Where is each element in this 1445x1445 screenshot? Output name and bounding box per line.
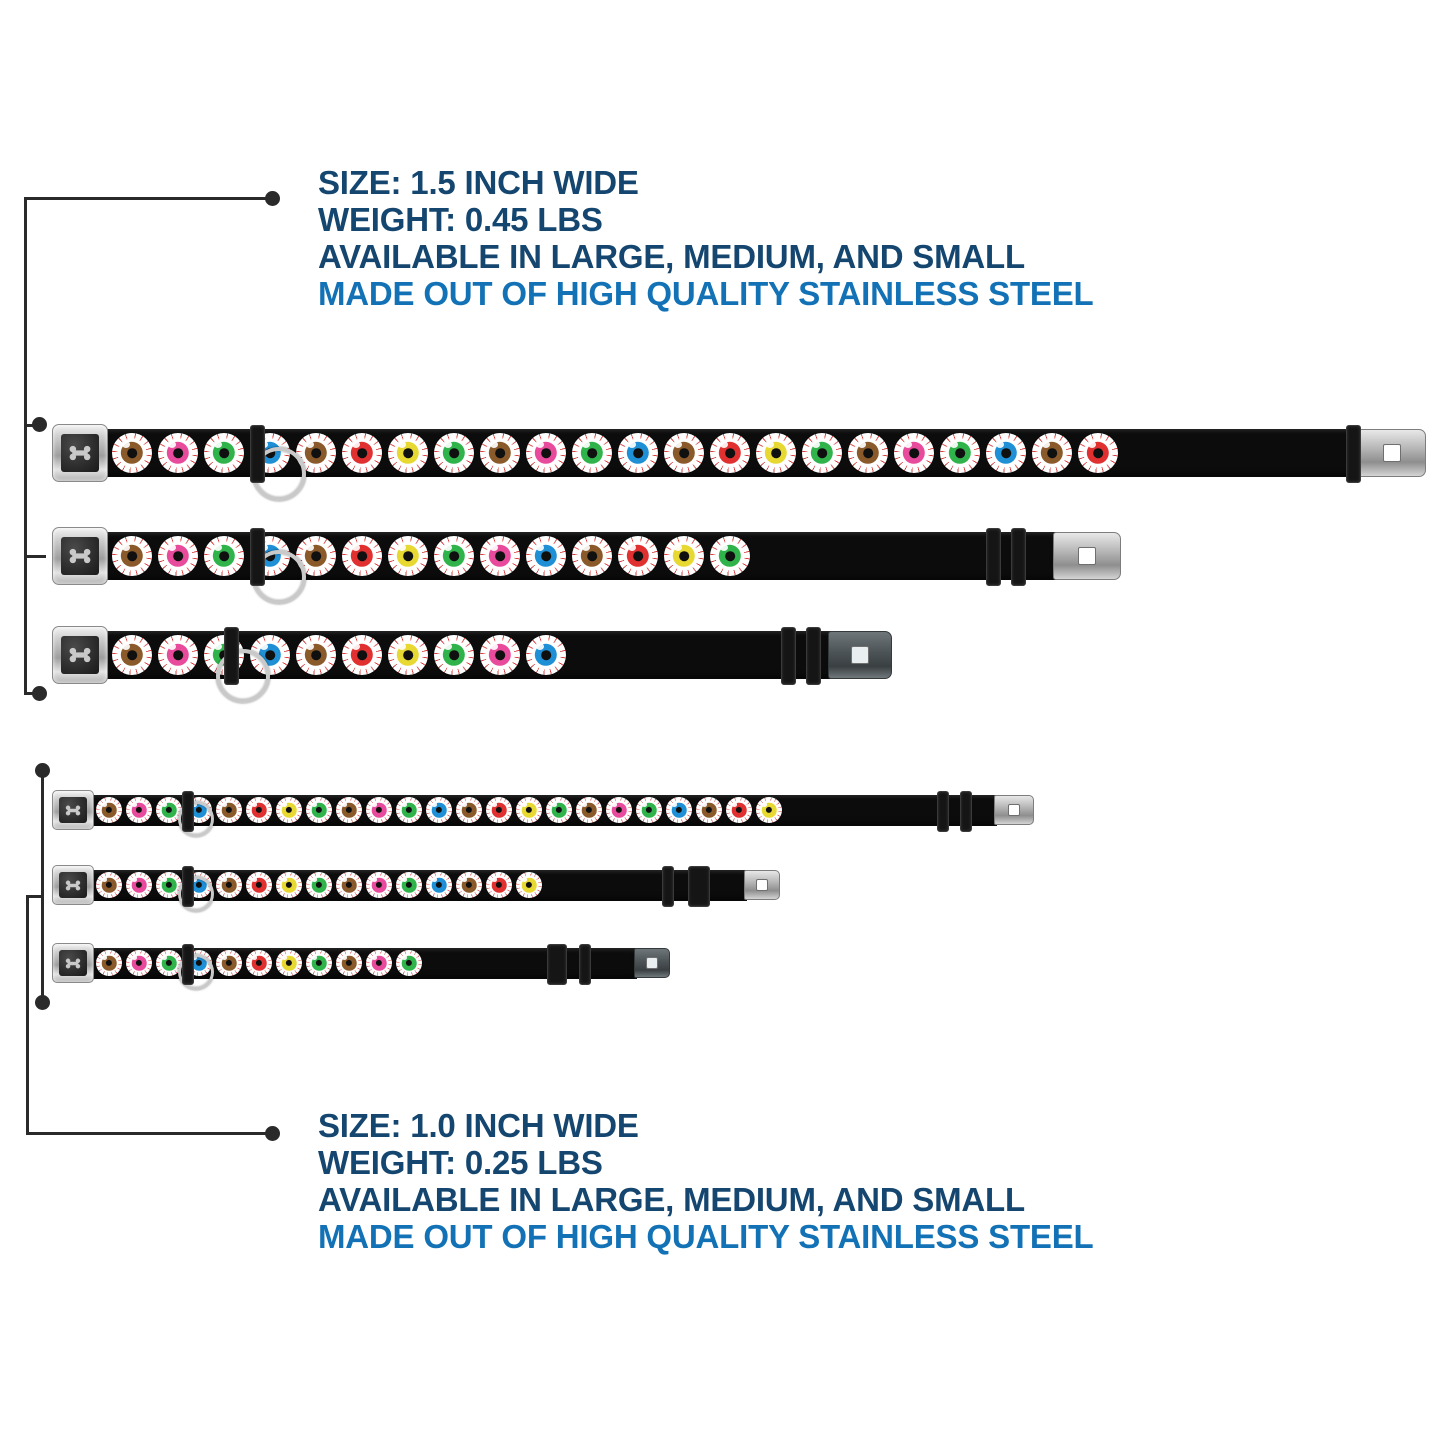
leader-dot-narrow-callout [265,1126,280,1141]
leader-tick-wide-mid [24,555,46,558]
collar-narrow-small[interactable] [52,944,677,982]
dog-bone-icon [59,797,87,823]
strap-keeper-loop[interactable] [579,944,591,985]
eyeball-icon [396,950,422,976]
eyeball-icon [276,872,302,898]
strap-keeper-loop[interactable] [182,791,194,832]
leader-line-narrow-horizontal [26,1132,272,1135]
collar-strap[interactable] [92,795,997,826]
eyeball-icon [96,797,122,823]
leader-line-wide-vertical [24,197,27,558]
eyeball-pattern-narrow-medium [92,870,542,901]
eyeball-icon [216,872,242,898]
collar-strap[interactable] [106,631,831,679]
eyeball-icon [480,433,520,473]
seatbelt-buckle[interactable] [52,626,108,684]
eyeball-icon [246,950,272,976]
eyeball-icon [710,536,750,576]
eyeball-icon [576,797,602,823]
eyeball-icon [486,872,512,898]
eyeball-icon [618,433,658,473]
dog-bone-icon [61,434,99,472]
eyeball-icon [434,635,474,675]
strap-keeper-loop[interactable] [1011,528,1026,586]
eyeball-icon [216,950,242,976]
eyeball-icon [636,797,662,823]
dog-bone-icon [61,537,99,575]
strap-metal-tip[interactable] [994,795,1034,825]
collar-wide-medium[interactable] [52,528,1127,584]
spec-size-wide: SIZE: 1.5 INCH WIDE [318,164,639,201]
eyeball-icon [204,536,244,576]
strap-metal-tip[interactable] [744,870,780,900]
strap-keeper-loop[interactable] [182,866,194,907]
tip-slot [756,879,768,891]
strap-keeper-loop[interactable] [1346,425,1361,483]
eyeball-icon [306,950,332,976]
strap-keeper-loop[interactable] [937,791,949,832]
eyeball-icon [802,433,842,473]
strap-metal-tip[interactable] [1053,532,1121,580]
eyeball-icon [618,536,658,576]
eyeball-icon [572,433,612,473]
spec-material-wide: MADE OUT OF HIGH QUALITY STAINLESS STEEL [318,274,1094,312]
strap-metal-tip[interactable] [1358,429,1426,477]
eyeball-icon [336,797,362,823]
eyeball-icon [572,536,612,576]
eyeball-icon [710,433,750,473]
strap-slider-buckle[interactable] [547,944,567,985]
spec-weight-narrow: WEIGHT: 0.25 LBS [318,1143,603,1181]
eyeball-icon [388,635,428,675]
eyeball-icon [112,536,152,576]
strap-metal-tip[interactable] [828,631,892,679]
eyeball-icon [342,635,382,675]
eyeball-icon [664,536,704,576]
eyeball-icon [246,872,272,898]
leader-line-narrow-vertical [41,769,44,1001]
leader-line-wide-horizontal [24,197,272,200]
eyeball-icon [112,635,152,675]
eyeball-icon [664,433,704,473]
tip-slot [1078,547,1096,565]
dog-bone-icon [59,950,87,976]
eyeball-icon [434,433,474,473]
leader-dot-wide-top [32,417,47,432]
leader-line-narrow-vertical-2 [26,895,29,1135]
eyeball-icon [480,536,520,576]
eyeball-pattern-wide-medium [106,532,750,580]
eyeball-icon [336,950,362,976]
strap-slider-buckle[interactable] [688,866,710,907]
spec-size-narrow: SIZE: 1.0 INCH WIDE [318,1107,639,1144]
eyeball-icon [756,433,796,473]
eyeball-icon [456,872,482,898]
strap-keeper-loop[interactable] [182,944,194,985]
eyeball-icon [306,797,332,823]
strap-keeper-loop[interactable] [662,866,674,907]
tip-slot [1383,444,1401,462]
collar-strap[interactable] [106,532,1056,580]
seatbelt-buckle[interactable] [52,527,108,585]
collar-narrow-large[interactable] [52,791,1042,829]
eyeball-icon [126,797,152,823]
tip-slot [1008,804,1020,816]
eyeball-icon [456,797,482,823]
eyeball-icon [1032,433,1072,473]
eyeball-icon [526,433,566,473]
eyeball-icon [216,797,242,823]
eyeball-pattern-narrow-small [92,948,422,979]
leader-line-wide-vertical-2 [24,555,27,695]
spec-weight-wide: WEIGHT: 0.45 LBS [318,200,603,238]
eyeball-icon [666,797,692,823]
eyeball-icon [246,797,272,823]
spec-availability-wide: AVAILABLE IN LARGE, MEDIUM, AND SMALL [318,237,1025,275]
spec-material-narrow: MADE OUT OF HIGH QUALITY STAINLESS STEEL [318,1217,1094,1255]
eyeball-icon [126,872,152,898]
strap-keeper-loop[interactable] [986,528,1001,586]
eyeball-icon [158,536,198,576]
strap-keeper-loop[interactable] [250,425,265,483]
eyeball-icon [342,433,382,473]
leader-dot-narrow-bottom [35,995,50,1010]
eyeball-icon [366,797,392,823]
eyeball-icon [158,635,198,675]
eyeball-icon [388,433,428,473]
eyeball-icon [366,872,392,898]
collar-strap[interactable] [92,948,637,979]
leader-dot-wide-bottom [32,686,47,701]
eyeball-icon [986,433,1026,473]
eyeball-icon [426,872,452,898]
eyeball-icon [696,797,722,823]
eyeball-icon [112,433,152,473]
strap-keeper-loop[interactable] [781,627,796,685]
eyeball-icon [96,950,122,976]
eyeball-pattern-wide-small [106,631,566,679]
spec-block-wide [318,165,1093,313]
eyeball-icon [546,797,572,823]
eyeball-icon [276,950,302,976]
eyeball-icon [306,872,332,898]
seatbelt-buckle[interactable] [52,943,94,983]
eyeball-icon [204,433,244,473]
collar-strap[interactable] [92,870,747,901]
seatbelt-buckle[interactable] [52,790,94,830]
eyeball-icon [276,797,302,823]
eyeball-icon [526,536,566,576]
collar-narrow-medium[interactable] [52,866,792,904]
collar-strap[interactable] [106,429,1361,477]
eyeball-icon [516,872,542,898]
eyeball-icon [434,536,474,576]
spec-availability-narrow: AVAILABLE IN LARGE, MEDIUM, AND SMALL [318,1180,1025,1218]
eyeball-icon [158,433,198,473]
eyeball-icon [126,950,152,976]
eyeball-icon [366,950,392,976]
eyeball-icon [388,536,428,576]
eyeball-icon [396,872,422,898]
tip-slot [646,957,658,969]
seatbelt-buckle[interactable] [52,424,108,482]
eyeball-icon [1078,433,1118,473]
seatbelt-buckle[interactable] [52,865,94,905]
eyeball-icon [726,797,752,823]
eyeball-icon [516,797,542,823]
eyeball-icon [396,797,422,823]
eyeball-icon [606,797,632,823]
eyeball-icon [342,536,382,576]
dog-bone-icon [59,872,87,898]
tip-slot [851,646,869,664]
eyeball-icon [296,635,336,675]
dog-bone-icon [61,636,99,674]
collar-wide-small[interactable] [52,627,897,683]
strap-metal-tip[interactable] [634,948,670,978]
eyeball-icon [756,797,782,823]
strap-keeper-loop[interactable] [224,627,239,685]
strap-keeper-loop[interactable] [250,528,265,586]
eyeball-icon [486,797,512,823]
eyeball-icon [526,635,566,675]
eyeball-icon [940,433,980,473]
eyeball-icon [96,872,122,898]
collar-wide-large[interactable] [52,425,1437,481]
eyeball-icon [336,872,362,898]
spec-block-narrow [318,1108,1093,1256]
eyeball-icon [426,797,452,823]
eyeball-icon [480,635,520,675]
leader-tick-narrow-mid [26,895,44,898]
eyeball-icon [894,433,934,473]
eyeball-icon [848,433,888,473]
strap-keeper-loop[interactable] [960,791,972,832]
strap-keeper-loop[interactable] [806,627,821,685]
